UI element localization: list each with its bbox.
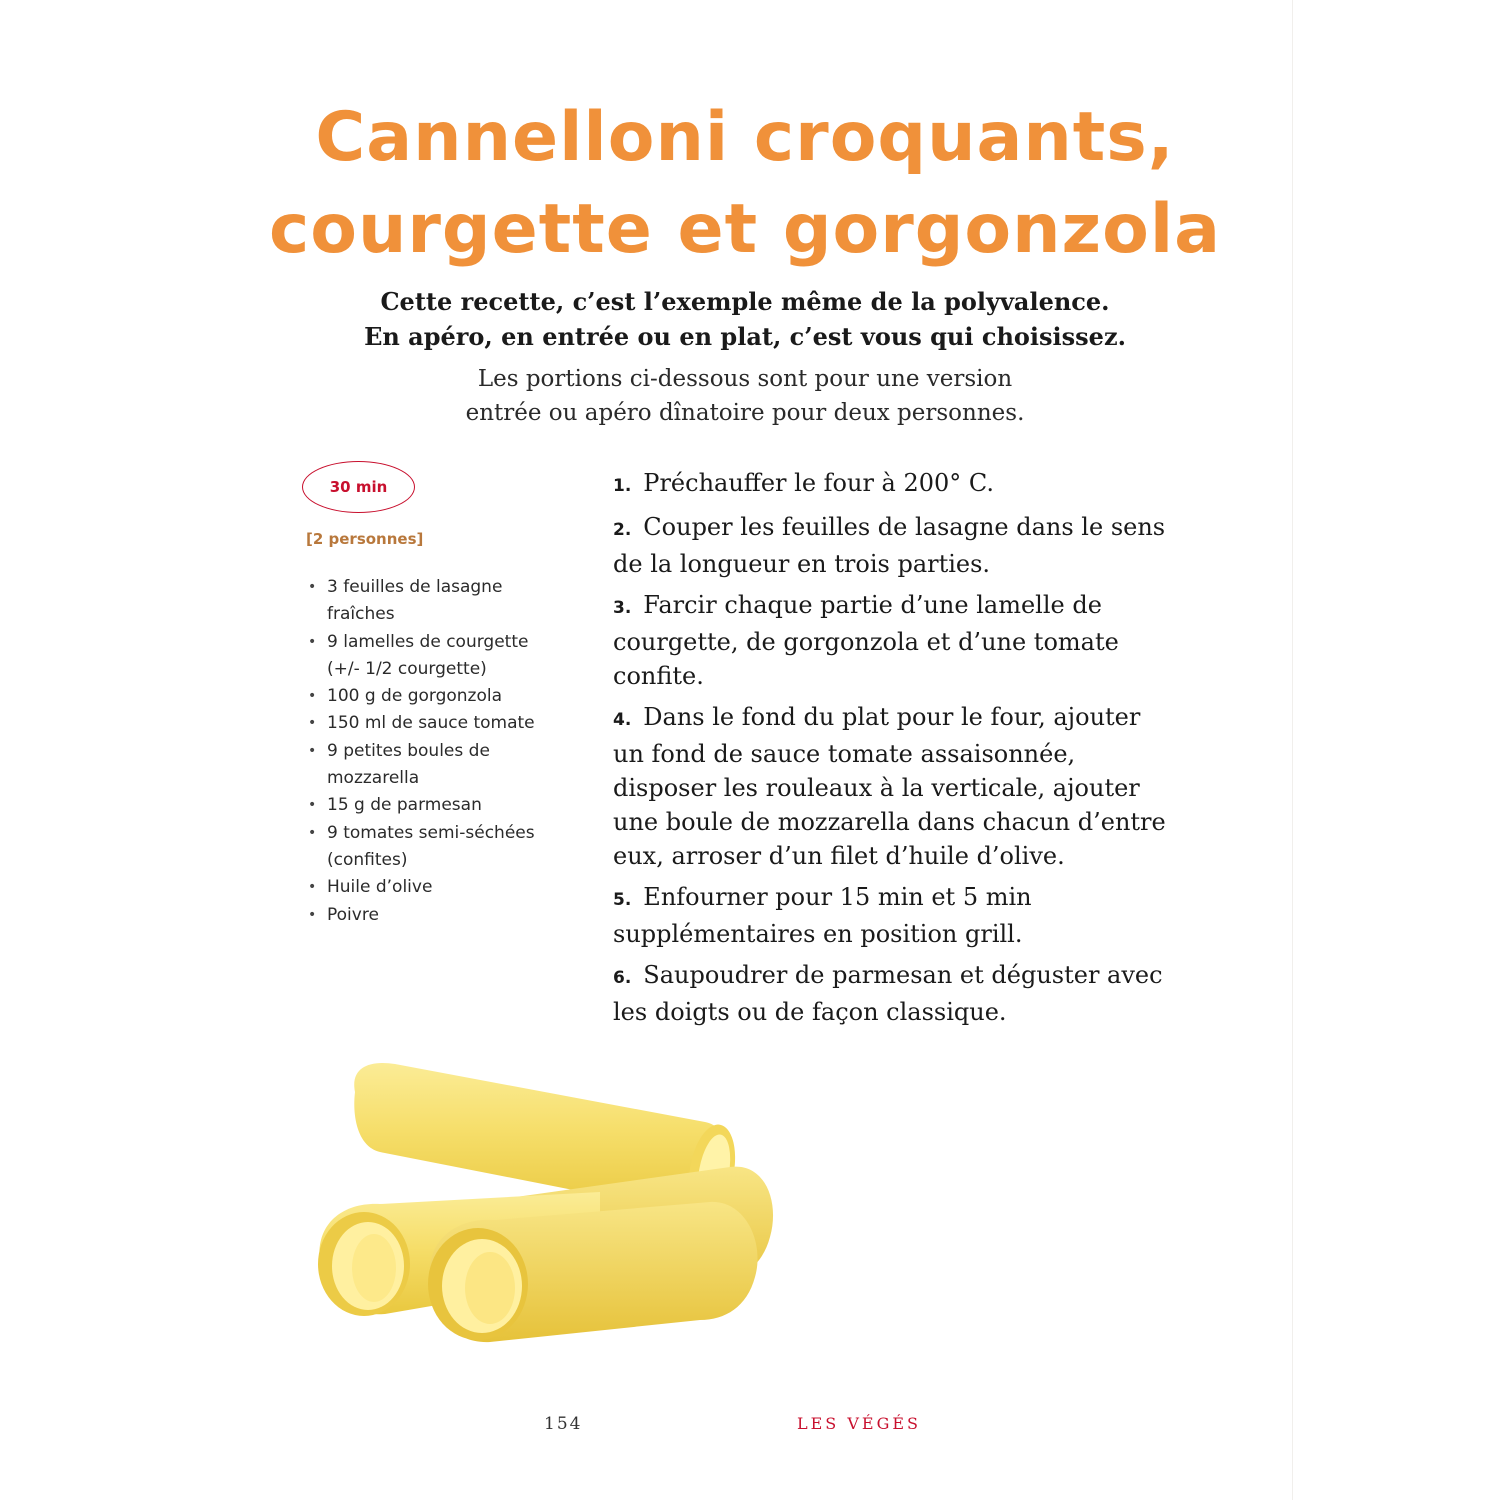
prep-time-badge: 30 min [302, 461, 415, 513]
step-number: 2. [613, 520, 632, 540]
bullet-icon: • [308, 633, 317, 650]
step-number: 3. [613, 598, 632, 618]
ingredient-text: Huile d’olive [327, 877, 433, 898]
ingredient-item [306, 710, 566, 737]
step-item [613, 958, 1173, 1029]
page-number: 154 [544, 1414, 583, 1434]
ingredient-text: 9 lamelles de courgette (+/- 1/2 courgette) [327, 631, 529, 679]
step-text: Enfourner pour 15 min et 5 min supplémentaires en position grill. [613, 883, 1032, 948]
step-item [613, 700, 1173, 873]
bullet-icon: • [308, 688, 317, 705]
bullet-icon: • [308, 579, 317, 595]
ingredient-text: 100 g de gorgonzola [327, 686, 503, 707]
intro-lead [250, 284, 1240, 354]
step-item [613, 880, 1173, 951]
servings-label: [2 personnes] [306, 530, 424, 548]
ingredient-item [306, 574, 566, 629]
ingredient-item [306, 683, 566, 710]
pasta-tube-front [428, 1202, 758, 1342]
ingredient-text: 3 feuilles de lasagne fraîches [327, 577, 503, 625]
ingredient-item [306, 902, 566, 929]
bullet-icon: • [308, 715, 317, 732]
ingredient-item [306, 820, 566, 875]
intro-lead-line1: Cette recette, c’est l’exemple même de la polyvalence. [380, 287, 1110, 316]
step-text: Farcir chaque partie d’une lamelle de courgette, de gorgonzola et d’une tomate confite. [613, 591, 1119, 690]
ingredient-text: 9 petites boules de mozzarella [327, 740, 490, 789]
step-list [613, 466, 1173, 1036]
bullet-icon: • [308, 824, 317, 841]
step-text: Couper les feuilles de lasagne dans le sens de la longueur en trois parties. [613, 513, 1166, 578]
bullet-icon: • [308, 797, 317, 814]
step-item [613, 466, 1173, 503]
ingredient-text: 15 g de parmesan [327, 795, 482, 816]
page-edge [1292, 0, 1293, 1500]
step-text: Saupoudrer de parmesan et déguster avec les doigts ou de façon classique. [613, 961, 1163, 1026]
bullet-icon: • [308, 879, 317, 896]
ingredient-item [306, 629, 566, 684]
step-number: 5. [613, 890, 632, 910]
recipe-title [230, 92, 1260, 276]
ingredient-item [306, 792, 566, 819]
bullet-icon: • [308, 906, 317, 923]
ingredient-text: 150 ml de sauce tomate [327, 713, 535, 734]
step-item [613, 588, 1173, 693]
intro-portions-line1: Les portions ci-dessous sont pour une version [477, 366, 1013, 392]
bullet-icon: • [308, 742, 317, 759]
intro-portions-line2: entrée ou apéro dînatoire pour deux personnes. [465, 400, 1025, 426]
step-item [613, 510, 1173, 581]
ingredient-item [306, 738, 566, 793]
step-number: 6. [613, 968, 632, 988]
step-number: 1. [613, 476, 632, 496]
intro-portions-note [250, 362, 1240, 430]
step-number: 4. [613, 710, 632, 730]
ingredient-list [306, 574, 566, 929]
ingredient-text: 9 tomates semi-séchées (confites) [327, 822, 535, 870]
recipe-title-line2: courgette et gorgonzola [268, 190, 1222, 269]
intro-lead-line2: En apéro, en entrée ou en plat, c’est vous qui choisissez. [364, 322, 1126, 351]
recipe-title-line1: Cannelloni croquants, [315, 98, 1175, 177]
cannelloni-image [300, 1052, 790, 1352]
section-title: LES VÉGÉS [797, 1414, 922, 1433]
step-text: Dans le fond du plat pour le four, ajouter un fond de sauce tomate assaisonnée, disposer les rouleaux à la verticale, ajouter une boule de mozzarella dans chacun d’entre eux, arroser d’un filet d’huile d’olive. [613, 703, 1166, 870]
ingredient-text: Poivre [327, 904, 379, 925]
step-text: Préchauffer le four à 200° C. [643, 469, 995, 497]
ingredient-item [306, 874, 566, 901]
